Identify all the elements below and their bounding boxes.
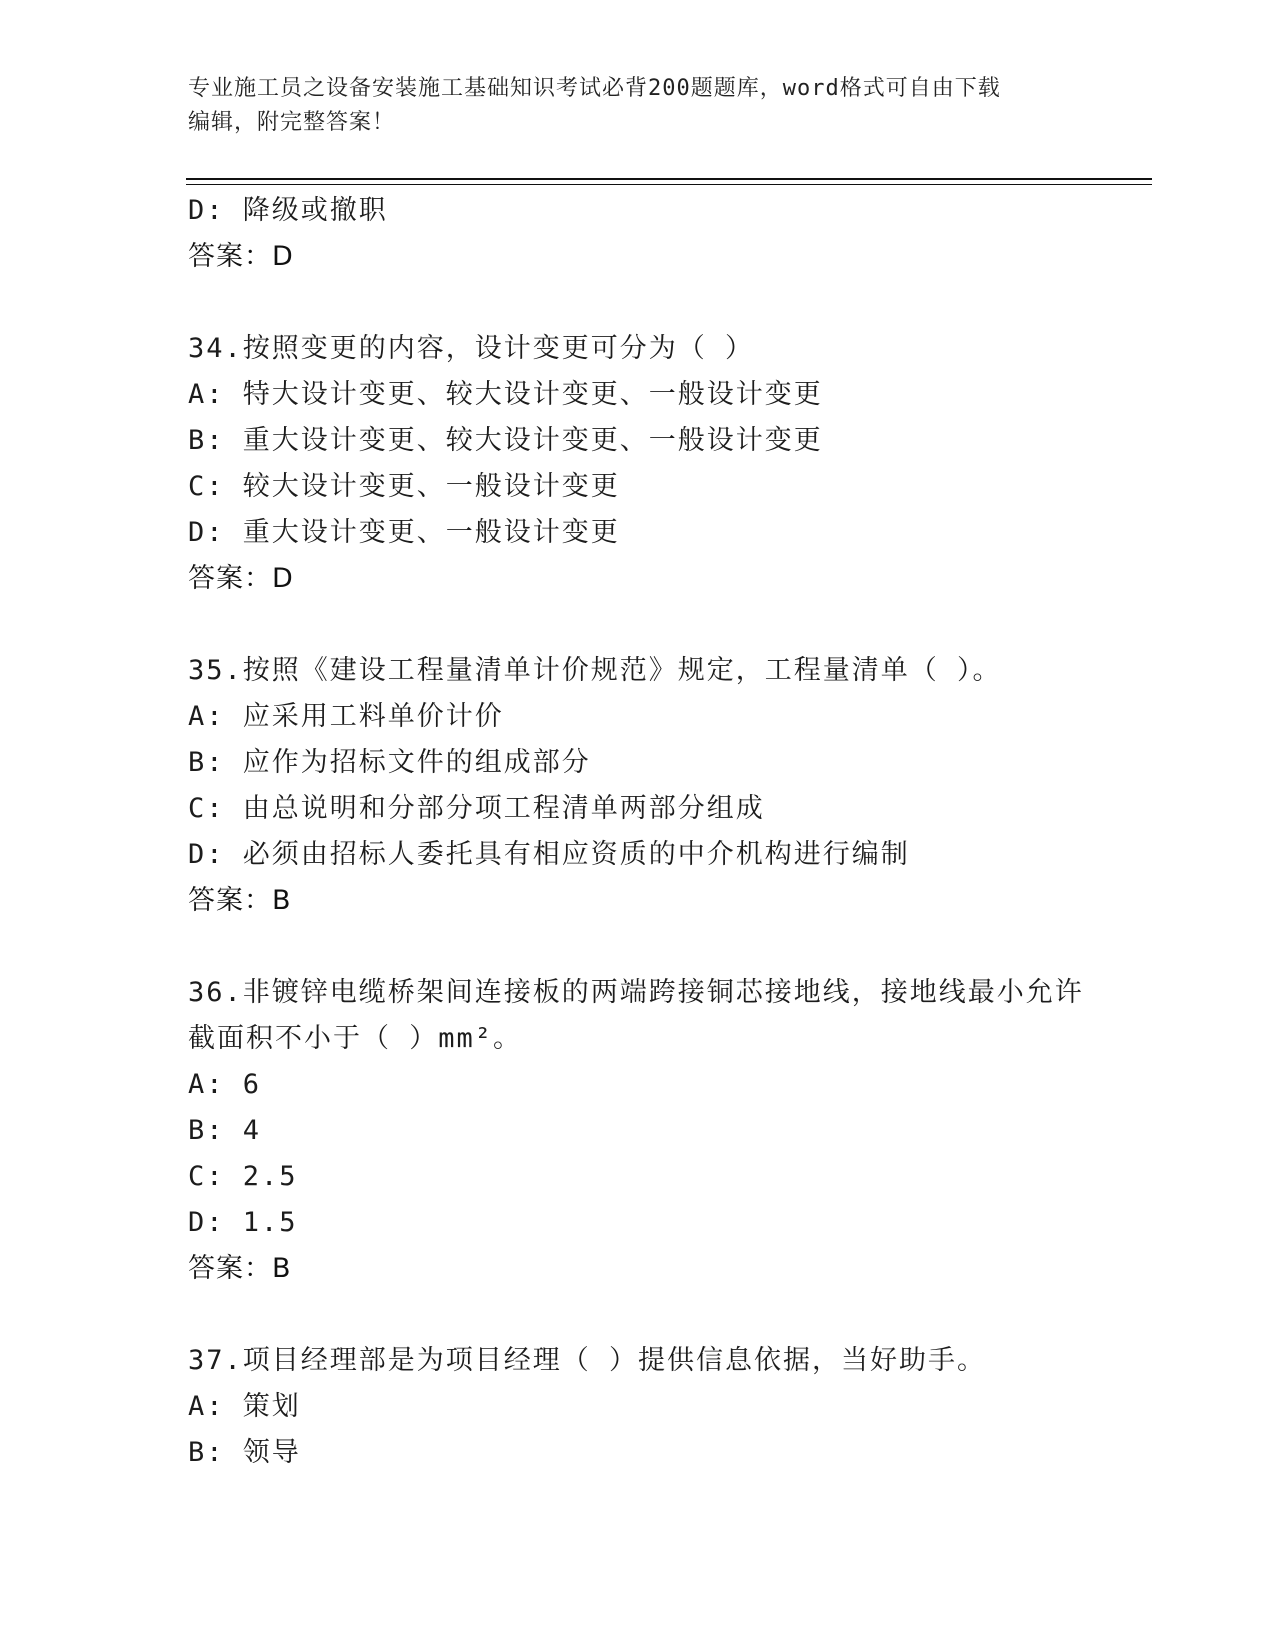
header-divider-thin: [186, 184, 1152, 185]
option-c: C: 较大设计变更、一般设计变更: [188, 471, 620, 502]
answer-line: 答案：B: [188, 885, 292, 916]
option-a: A: 应采用工料单价计价: [188, 701, 504, 732]
question-36: [188, 970, 1138, 1292]
option-d: D: 1.5: [188, 1207, 298, 1238]
question-stem-line-1: 36.非镀锌电缆桥架间连接板的两端跨接铜芯接地线，接地线最小允许: [188, 977, 1084, 1008]
header-divider-thick: [186, 178, 1152, 180]
option-c: C: 由总说明和分部分项工程清单两部分组成: [188, 793, 765, 824]
header-title-line-1: 专业施工员之设备安装施工基础知识考试必背200题题库，word格式可自由下载: [188, 76, 1001, 101]
question-stem: 37.项目经理部是为项目经理（ ）提供信息依据，当好助手。: [188, 1345, 987, 1376]
spacer: [188, 1292, 1138, 1338]
question-stem: 34.按照变更的内容，设计变更可分为（ ）: [188, 333, 755, 364]
question-stem-line-2: 截面积不小于（ ）mm²。: [188, 1023, 523, 1054]
option-b: B: 应作为招标文件的组成部分: [188, 747, 591, 778]
question-34: [188, 326, 1138, 602]
option-a: A: 策划: [188, 1391, 301, 1422]
question-35: [188, 648, 1138, 924]
option-d: D: 必须由招标人委托具有相应资质的中介机构进行编制: [188, 839, 910, 870]
question-stem: 35.按照《建设工程量清单计价规范》规定，工程量清单（ ）。: [188, 655, 1002, 686]
option-b: B: 领导: [188, 1437, 301, 1468]
question-37: [188, 1338, 1138, 1476]
option-a: A: 特大设计变更、较大设计变更、一般设计变更: [188, 379, 823, 410]
option-d: D: 降级或撤职: [188, 195, 388, 226]
answer-line: 答案：D: [188, 241, 294, 272]
spacer: [188, 280, 1138, 326]
option-a: A: 6: [188, 1069, 262, 1100]
option-b: B: 重大设计变更、较大设计变更、一般设计变更: [188, 425, 823, 456]
spacer: [188, 602, 1138, 648]
answer-line: 答案：B: [188, 1253, 292, 1284]
question-33-continuation: [188, 188, 1138, 280]
spacer: [188, 924, 1138, 970]
option-c: C: 2.5: [188, 1161, 298, 1192]
answer-line: 答案：D: [188, 563, 294, 594]
option-d: D: 重大设计变更、一般设计变更: [188, 517, 620, 548]
document-header: [188, 72, 1088, 140]
question-list: [188, 188, 1138, 1476]
option-b: B: 4: [188, 1115, 262, 1146]
header-title-line-2: 编辑，附完整答案！: [188, 110, 396, 135]
